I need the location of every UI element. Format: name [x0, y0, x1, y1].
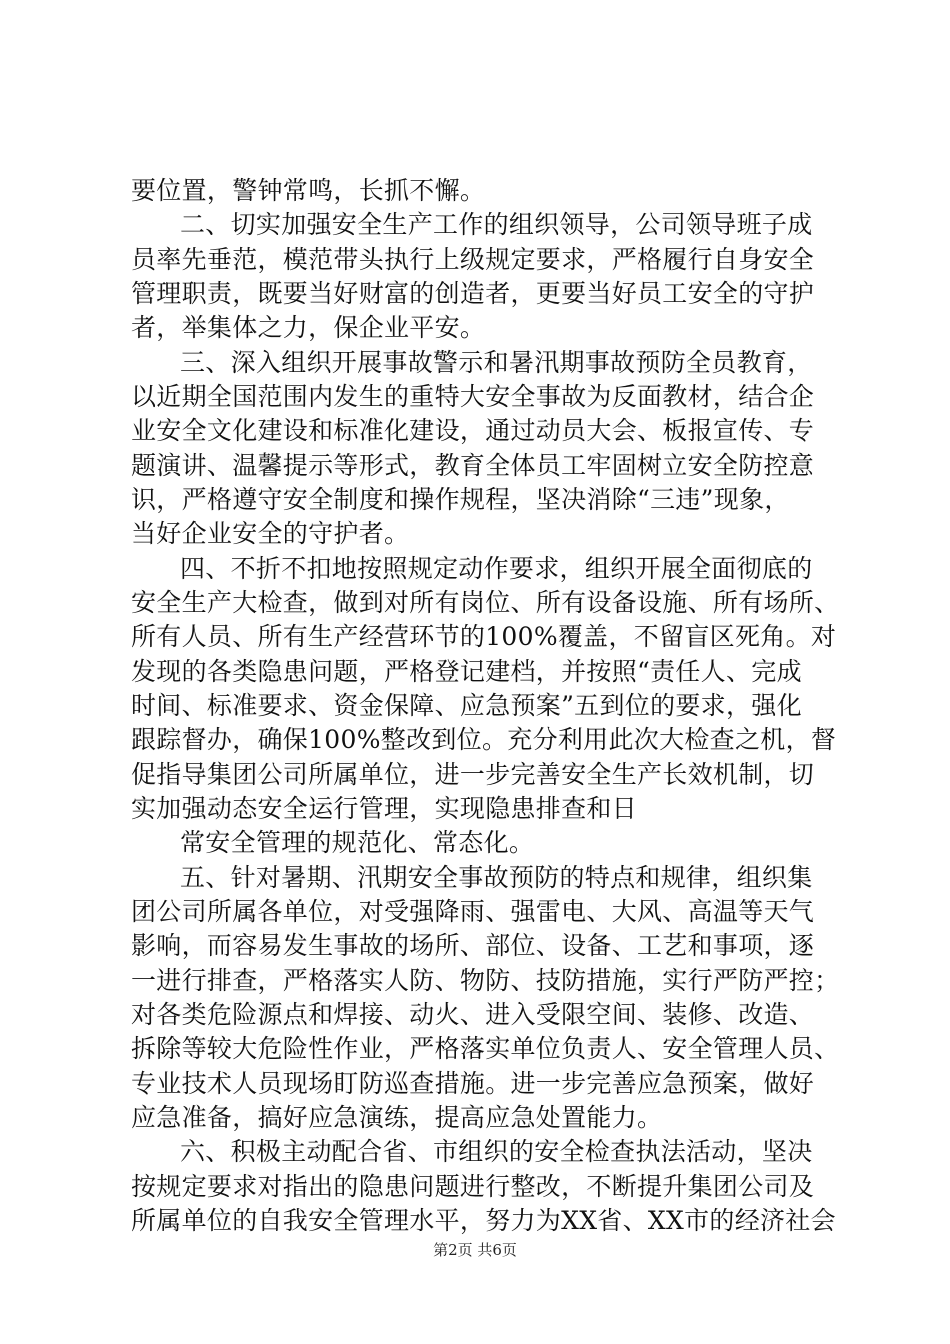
text-line: 发现的各类隐患问题，严格登记建档，并按照“责任人、完成 — [131, 657, 802, 686]
text-line: 管理职责，既要当好财富的创造者，更要当好员工安全的守护 — [131, 279, 815, 308]
text-line: 二、切实加强安全生产工作的组织领导，公司领导班子成 — [180, 210, 813, 239]
text-line: 应急准备，搞好应急演练，提高应急处置能力。 — [131, 1103, 663, 1132]
text-line: 要位置，警钟常鸣，长抓不懈。 — [131, 176, 486, 205]
text-line: 一进行排查，严格落实人防、物防、技防措施，实行严防严控； — [131, 966, 840, 995]
text-line: 影响，而容易发生事故的场所、部位、设备、工艺和事项，逐 — [131, 931, 815, 960]
text-line: 四、不折不扣地按照规定动作要求，组织开展全面彻底的 — [180, 554, 813, 583]
text-line: 员率先垂范，模范带头执行上级规定要求，严格履行自身安全 — [131, 245, 815, 274]
text-line: 安全生产大检查，做到对所有岗位、所有设备设施、所有场所、 — [131, 588, 840, 617]
text-line: 时间、标准要求、资金保障、应急预案”五到位的要求，强化 — [131, 691, 802, 720]
text-line: 团公司所属各单位，对受强降雨、强雷电、大风、高温等天气 — [131, 897, 815, 926]
page-footer: 第2页 共6页 — [433, 1241, 517, 1259]
text-line: 按规定要求对指出的隐患问题进行整改，不断提升集团公司及 — [131, 1172, 815, 1201]
text-line: 三、深入组织开展事故警示和暑汛期事故预防全员教育， — [180, 348, 813, 377]
text-line: 以近期全国范围内发生的重特大安全事故为反面教材，结合企 — [131, 382, 815, 411]
text-line: 所有人员、所有生产经营环节的100%覆盖，不留盲区死角。对 — [131, 622, 837, 651]
text-line: 实加强动态安全运行管理，实现隐患排查和日 — [131, 794, 638, 823]
text-line: 所属单位的自我安全管理水平，努力为XX省、XX市的经济社会 — [131, 1206, 836, 1235]
text-line: 拆除等较大危险性作业，严格落实单位负责人、安全管理人员、 — [131, 1034, 840, 1063]
text-line: 当好企业安全的守护者。 — [131, 519, 410, 548]
text-line: 题演讲、温馨提示等形式，教育全体员工牢固树立安全防控意 — [131, 451, 815, 480]
text-line: 六、积极主动配合省、市组织的安全检查执法活动，坚决 — [180, 1137, 813, 1166]
text-line: 业安全文化建设和标准化建设，通过动员大会、板报宣传、专 — [131, 416, 815, 445]
text-line: 五、针对暑期、汛期安全事故预防的特点和规律，组织集 — [180, 863, 813, 892]
text-line: 识，严格遵守安全制度和操作规程，坚决消除“三违”现象， — [131, 485, 790, 514]
text-line: 者，举集体之力，保企业平安。 — [131, 313, 486, 342]
text-line: 专业技术人员现场盯防巡查措施。进一步完善应急预案，做好 — [131, 1069, 815, 1098]
text-line: 对各类危险源点和焊接、动火、进入受限空间、装修、改造、 — [131, 1000, 815, 1029]
text-line: 促指导集团公司所属单位，进一步完善安全生产长效机制，切 — [131, 760, 815, 789]
text-line: 跟踪督办，确保100%整改到位。充分利用此次大检查之机，督 — [131, 725, 837, 754]
text-line: 常安全管理的规范化、常态化。 — [180, 828, 535, 857]
